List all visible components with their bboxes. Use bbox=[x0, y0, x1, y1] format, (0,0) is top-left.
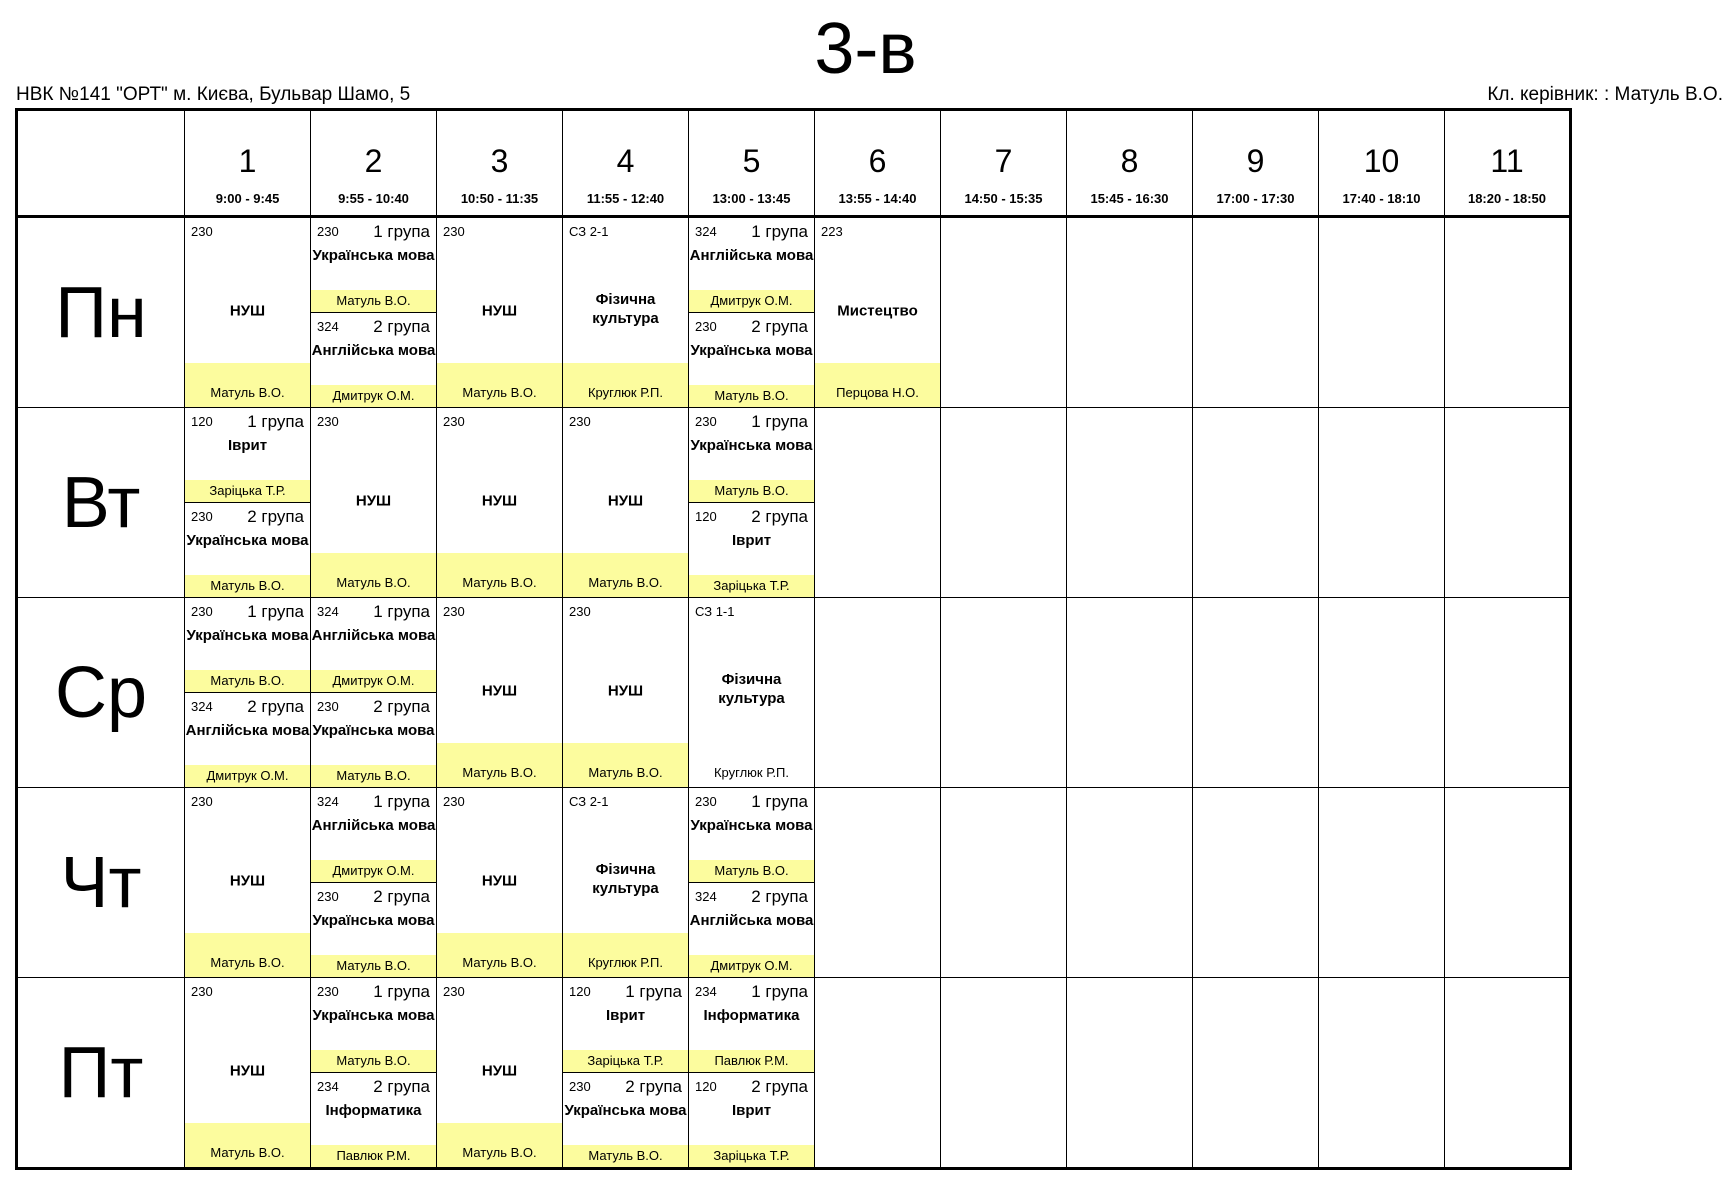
school-name: НВК №141 "ОРТ" м. Києва, Бульвар Шамо, 5 bbox=[16, 84, 411, 105]
subject-name: Англійська мова bbox=[185, 722, 310, 739]
room-number: 230 bbox=[317, 224, 339, 239]
subject-name: НУШ bbox=[229, 302, 266, 320]
group-lesson-block bbox=[311, 218, 436, 313]
period-time: 13:00 - 13:45 bbox=[712, 191, 791, 206]
group-label: 1 група bbox=[373, 792, 430, 811]
group-lesson-block bbox=[689, 408, 814, 503]
lesson-block bbox=[563, 408, 688, 597]
group-label: 1 група bbox=[751, 792, 808, 811]
group-lesson-block bbox=[311, 788, 436, 883]
period-number: 11 bbox=[1490, 143, 1524, 179]
lesson-cell bbox=[437, 218, 562, 407]
room-number: 230 bbox=[191, 604, 213, 619]
teacher-name: Дмитрук О.М. bbox=[311, 670, 436, 692]
group-label: 2 група bbox=[373, 887, 430, 906]
subject-name: Англійська мова bbox=[311, 627, 436, 644]
lesson-cell bbox=[1445, 598, 1569, 787]
day-name: Ср bbox=[17, 598, 185, 788]
teacher-name: Матуль В.О. bbox=[563, 743, 688, 787]
lesson-cell bbox=[1319, 408, 1444, 597]
lesson-cell bbox=[941, 788, 1066, 977]
subject-name: Українська мова bbox=[312, 912, 435, 929]
day-name: Пн bbox=[17, 217, 185, 408]
lesson-cell bbox=[437, 408, 562, 597]
subject-name: Іврит bbox=[731, 532, 772, 549]
group-lesson-block bbox=[563, 1073, 688, 1167]
group-lesson-block bbox=[689, 1073, 814, 1167]
group-label: 1 група bbox=[751, 982, 808, 1001]
period-number: 7 bbox=[994, 143, 1013, 179]
period-header bbox=[1319, 110, 1445, 217]
lesson-cell bbox=[1445, 978, 1569, 1167]
period-time: 18:20 - 18:50 bbox=[1467, 191, 1547, 206]
group-label: 2 група bbox=[625, 1077, 682, 1096]
lesson-block bbox=[563, 598, 688, 787]
lesson-cell bbox=[689, 978, 814, 1167]
period-time: 17:00 - 17:30 bbox=[1216, 191, 1295, 206]
group-label: 2 група bbox=[373, 1077, 430, 1096]
lesson-cell bbox=[563, 788, 688, 977]
period-number: 2 bbox=[364, 143, 383, 179]
subject-name: Українська мова bbox=[690, 342, 813, 359]
group-lesson-block bbox=[185, 503, 310, 597]
group-label: 2 група bbox=[751, 317, 808, 336]
group-lesson-block bbox=[311, 1073, 436, 1167]
room-number: 230 bbox=[191, 509, 213, 524]
room-number: СЗ 2-1 bbox=[569, 794, 609, 809]
room-number: 230 bbox=[443, 224, 465, 239]
lesson-cell bbox=[1319, 978, 1444, 1167]
teacher-name: Матуль В.О. bbox=[311, 765, 436, 787]
group-lesson-block bbox=[311, 978, 436, 1073]
teacher-name: Матуль В.О. bbox=[563, 553, 688, 597]
lesson-cell bbox=[689, 218, 814, 407]
subject-name: Англійська мова bbox=[311, 817, 436, 834]
group-lesson-block bbox=[185, 408, 310, 503]
subject-name: Українська мова bbox=[564, 1102, 687, 1119]
group-label: 2 група bbox=[751, 887, 808, 906]
group-label: 1 група bbox=[751, 222, 808, 241]
teacher-name: Дмитрук О.М. bbox=[311, 385, 436, 407]
lesson-cell bbox=[185, 978, 310, 1167]
day-name: Пт bbox=[17, 978, 185, 1169]
lesson-cell bbox=[437, 598, 562, 787]
period-number: 5 bbox=[742, 143, 761, 179]
period-time: 14:50 - 15:35 bbox=[964, 191, 1043, 206]
subject-name: Українська мова bbox=[312, 722, 435, 739]
teacher-name: Матуль В.О. bbox=[185, 933, 310, 977]
period-header bbox=[185, 110, 311, 217]
group-lesson-block bbox=[689, 503, 814, 597]
group-label: 1 група bbox=[247, 412, 304, 431]
lesson-cell bbox=[941, 408, 1066, 597]
period-number: 10 bbox=[1363, 143, 1400, 179]
teacher-name: Матуль В.О. bbox=[311, 290, 436, 312]
subject-name: Інформатика bbox=[325, 1102, 422, 1119]
subject-name: НУШ bbox=[229, 872, 266, 890]
room-number: 234 bbox=[317, 1079, 339, 1094]
timetable bbox=[15, 108, 1572, 1170]
group-label: 1 група bbox=[373, 982, 430, 1001]
subject-name: Англійська мова bbox=[311, 342, 436, 359]
period-number: 1 bbox=[238, 143, 257, 179]
lesson-block bbox=[185, 788, 310, 977]
room-number: 230 bbox=[443, 604, 465, 619]
day-name: Чт bbox=[17, 788, 185, 978]
room-number: 324 bbox=[695, 889, 717, 904]
lesson-cell bbox=[1445, 788, 1569, 977]
page-title: 3-в bbox=[814, 9, 917, 89]
teacher-name: Дмитрук О.М. bbox=[689, 955, 814, 977]
lesson-cell bbox=[1067, 598, 1192, 787]
period-header bbox=[689, 110, 815, 217]
teacher-name: Павлюк Р.М. bbox=[689, 1050, 814, 1072]
lesson-cell bbox=[185, 218, 310, 407]
teacher-name: Заріцька Т.Р. bbox=[689, 1145, 814, 1167]
period-number: 9 bbox=[1246, 143, 1265, 179]
subject-name: Мистецтво bbox=[837, 302, 918, 320]
period-time: 11:55 - 12:40 bbox=[586, 191, 665, 206]
subject-name: НУШ bbox=[481, 682, 518, 700]
teacher-name: Матуль В.О. bbox=[563, 1145, 688, 1167]
lesson-cell bbox=[941, 218, 1066, 407]
room-number: 230 bbox=[695, 794, 717, 809]
lesson-block bbox=[437, 788, 562, 977]
teacher-name: Перцова Н.О. bbox=[815, 363, 940, 407]
room-number: 230 bbox=[191, 224, 213, 239]
period-header bbox=[1193, 110, 1319, 217]
lesson-block bbox=[563, 218, 688, 407]
teacher-name: Заріцька Т.Р. bbox=[689, 575, 814, 597]
teacher-name: Матуль В.О. bbox=[185, 575, 310, 597]
group-label: 1 група bbox=[373, 602, 430, 621]
room-number: 120 bbox=[695, 509, 717, 524]
teacher-name: Матуль В.О. bbox=[437, 743, 562, 787]
subject-name: Англійська мова bbox=[689, 912, 814, 929]
teacher-name: Матуль В.О. bbox=[689, 860, 814, 882]
subject-name: Іврит bbox=[227, 437, 268, 454]
lesson-cell bbox=[815, 408, 940, 597]
period-time: 9:55 - 10:40 bbox=[338, 191, 409, 206]
room-number: 230 bbox=[191, 984, 213, 999]
lesson-cell bbox=[185, 408, 310, 597]
teacher-name: Матуль В.О. bbox=[311, 553, 436, 597]
room-number: СЗ 2-1 bbox=[569, 224, 609, 239]
lesson-block bbox=[437, 598, 562, 787]
lesson-cell bbox=[1067, 218, 1192, 407]
lesson-block bbox=[689, 598, 814, 787]
period-header bbox=[1445, 110, 1571, 217]
lesson-cell bbox=[1319, 788, 1444, 977]
group-lesson-block bbox=[311, 693, 436, 787]
room-number: 230 bbox=[569, 414, 591, 429]
teacher-name: Круглюк Р.П. bbox=[563, 933, 688, 977]
day-row bbox=[17, 978, 1571, 1169]
teacher-name: Матуль В.О. bbox=[437, 1123, 562, 1167]
lesson-block bbox=[815, 218, 940, 407]
subject-name: НУШ bbox=[355, 492, 392, 510]
subject-name: Українська мова bbox=[690, 437, 813, 454]
room-number: 223 bbox=[821, 224, 843, 239]
period-time: 17:40 - 18:10 bbox=[1342, 191, 1421, 206]
teacher-name: Заріцька Т.Р. bbox=[185, 480, 310, 502]
lesson-cell bbox=[437, 788, 562, 977]
teacher-name: Матуль В.О. bbox=[689, 480, 814, 502]
lesson-cell bbox=[689, 408, 814, 597]
room-number: 324 bbox=[317, 319, 339, 334]
subject-name: Українська мова bbox=[312, 247, 435, 264]
group-label: 1 група bbox=[751, 412, 808, 431]
subject-name: Фізична культура bbox=[592, 860, 659, 897]
period-header bbox=[563, 110, 689, 217]
room-number: 324 bbox=[317, 794, 339, 809]
period-header bbox=[941, 110, 1067, 217]
room-number: 230 bbox=[695, 414, 717, 429]
room-number: 120 bbox=[695, 1079, 717, 1094]
subject-name: НУШ bbox=[481, 492, 518, 510]
subject-name: Українська мова bbox=[690, 817, 813, 834]
room-number: 230 bbox=[569, 604, 591, 619]
group-label: 1 група bbox=[247, 602, 304, 621]
room-number: 324 bbox=[695, 224, 717, 239]
subject-name: Українська мова bbox=[312, 1007, 435, 1024]
teacher-name: Павлюк Р.М. bbox=[311, 1145, 436, 1167]
period-header bbox=[437, 110, 563, 217]
day-row bbox=[17, 217, 1571, 408]
group-lesson-block bbox=[185, 693, 310, 787]
room-number: 230 bbox=[317, 984, 339, 999]
lesson-cell bbox=[311, 218, 436, 407]
teacher-name: Матуль В.О. bbox=[311, 1050, 436, 1072]
period-time: 13:55 - 14:40 bbox=[838, 191, 917, 206]
lesson-cell bbox=[563, 598, 688, 787]
teacher-name: Матуль В.О. bbox=[185, 1123, 310, 1167]
subject-name: НУШ bbox=[481, 872, 518, 890]
subject-name: НУШ bbox=[229, 1062, 266, 1080]
teacher-name: Дмитрук О.М. bbox=[689, 290, 814, 312]
teacher-name: Матуль В.О. bbox=[437, 553, 562, 597]
teacher-name: Круглюк Р.П. bbox=[713, 765, 790, 780]
lesson-cell bbox=[563, 978, 688, 1167]
lesson-cell bbox=[815, 218, 940, 407]
lesson-cell bbox=[1067, 788, 1192, 977]
room-number: 324 bbox=[317, 604, 339, 619]
room-number: 120 bbox=[569, 984, 591, 999]
subject-name: Фізична культура bbox=[718, 670, 785, 707]
lesson-cell bbox=[563, 218, 688, 407]
lesson-cell bbox=[1319, 218, 1444, 407]
subject-name: НУШ bbox=[607, 682, 644, 700]
lesson-cell bbox=[1193, 218, 1318, 407]
day-name: Вт bbox=[17, 408, 185, 598]
period-time: 10:50 - 11:35 bbox=[460, 191, 539, 206]
lesson-cell bbox=[311, 598, 436, 787]
lesson-cell bbox=[1193, 408, 1318, 597]
room-number: 234 bbox=[695, 984, 717, 999]
lesson-cell bbox=[563, 408, 688, 597]
group-label: 2 група bbox=[247, 507, 304, 526]
lesson-cell bbox=[689, 598, 814, 787]
group-label: 2 група bbox=[751, 507, 808, 526]
class-teacher: Кл. керівник: : Матуль В.О. bbox=[1487, 84, 1723, 105]
lesson-cell bbox=[815, 598, 940, 787]
period-header bbox=[1067, 110, 1193, 217]
teacher-name: Заріцька Т.Р. bbox=[563, 1050, 688, 1072]
group-lesson-block bbox=[563, 978, 688, 1073]
period-time: 15:45 - 16:30 bbox=[1090, 191, 1169, 206]
lesson-cell bbox=[1067, 408, 1192, 597]
lesson-block bbox=[311, 408, 436, 597]
group-label: 1 група bbox=[625, 982, 682, 1001]
lesson-cell bbox=[1193, 788, 1318, 977]
group-lesson-block bbox=[689, 978, 814, 1073]
period-number: 4 bbox=[616, 143, 635, 179]
day-row bbox=[17, 598, 1571, 788]
room-number: 230 bbox=[443, 984, 465, 999]
room-number: 230 bbox=[191, 794, 213, 809]
group-label: 2 група bbox=[751, 1077, 808, 1096]
teacher-name: Матуль В.О. bbox=[311, 955, 436, 977]
period-header bbox=[311, 110, 437, 217]
group-lesson-block bbox=[689, 218, 814, 313]
teacher-name: Матуль В.О. bbox=[185, 670, 310, 692]
room-number: 324 bbox=[191, 699, 213, 714]
lesson-cell bbox=[815, 788, 940, 977]
lesson-block bbox=[185, 978, 310, 1167]
group-lesson-block bbox=[689, 313, 814, 407]
group-lesson-block bbox=[311, 313, 436, 407]
lesson-cell bbox=[311, 408, 436, 597]
group-lesson-block bbox=[185, 598, 310, 693]
room-number: 230 bbox=[443, 414, 465, 429]
subject-name: Англійська мова bbox=[689, 247, 814, 264]
period-header bbox=[815, 110, 941, 217]
lesson-cell bbox=[1445, 408, 1569, 597]
lesson-cell bbox=[1445, 218, 1569, 407]
teacher-name: Матуль В.О. bbox=[437, 363, 562, 407]
group-label: 2 група bbox=[247, 697, 304, 716]
subject-name: Українська мова bbox=[186, 627, 309, 644]
teacher-name: Дмитрук О.М. bbox=[185, 765, 310, 787]
lesson-cell bbox=[689, 788, 814, 977]
lesson-cell bbox=[941, 978, 1066, 1167]
lesson-block bbox=[437, 408, 562, 597]
room-number: СЗ 1-1 bbox=[695, 604, 735, 619]
room-number: 120 bbox=[191, 414, 213, 429]
lesson-cell bbox=[185, 598, 310, 787]
subject-name: НУШ bbox=[607, 492, 644, 510]
room-number: 230 bbox=[569, 1079, 591, 1094]
room-number: 230 bbox=[317, 414, 339, 429]
lesson-cell bbox=[941, 598, 1066, 787]
lesson-cell bbox=[1193, 978, 1318, 1167]
period-number: 3 bbox=[490, 143, 509, 179]
group-label: 1 група bbox=[373, 222, 430, 241]
lesson-cell bbox=[1193, 598, 1318, 787]
corner-cell bbox=[17, 110, 185, 217]
lesson-cell bbox=[311, 978, 436, 1167]
room-number: 230 bbox=[317, 699, 339, 714]
subject-name: Іврит bbox=[731, 1102, 772, 1119]
subject-name: Іврит bbox=[605, 1007, 646, 1024]
period-time: 9:00 - 9:45 bbox=[215, 191, 280, 206]
group-lesson-block bbox=[689, 788, 814, 883]
group-lesson-block bbox=[689, 883, 814, 977]
room-number: 230 bbox=[443, 794, 465, 809]
subject-name: Інформатика bbox=[703, 1007, 800, 1024]
teacher-name: Матуль В.О. bbox=[689, 385, 814, 407]
lesson-block bbox=[563, 788, 688, 977]
teacher-name: Круглюк Р.П. bbox=[563, 363, 688, 407]
lesson-cell bbox=[1319, 598, 1444, 787]
subject-name: Фізична культура bbox=[592, 290, 659, 327]
lesson-cell bbox=[185, 788, 310, 977]
day-row bbox=[17, 788, 1571, 978]
group-label: 2 група bbox=[373, 317, 430, 336]
teacher-name: Матуль В.О. bbox=[437, 933, 562, 977]
period-number: 6 bbox=[868, 143, 887, 179]
room-number: 230 bbox=[317, 889, 339, 904]
lesson-cell bbox=[1067, 978, 1192, 1167]
lesson-block bbox=[437, 978, 562, 1167]
group-lesson-block bbox=[311, 598, 436, 693]
subject-name: НУШ bbox=[481, 1062, 518, 1080]
teacher-name: Дмитрук О.М. bbox=[311, 860, 436, 882]
room-number: 230 bbox=[695, 319, 717, 334]
lesson-cell bbox=[815, 978, 940, 1167]
subject-name: Українська мова bbox=[186, 532, 309, 549]
teacher-name: Матуль В.О. bbox=[185, 363, 310, 407]
day-row bbox=[17, 408, 1571, 598]
lesson-cell bbox=[311, 788, 436, 977]
lesson-block bbox=[185, 218, 310, 407]
group-label: 2 група bbox=[373, 697, 430, 716]
lesson-cell bbox=[437, 978, 562, 1167]
group-lesson-block bbox=[311, 883, 436, 977]
subject-name: НУШ bbox=[481, 302, 518, 320]
period-number: 8 bbox=[1120, 143, 1139, 179]
lesson-block bbox=[437, 218, 562, 407]
